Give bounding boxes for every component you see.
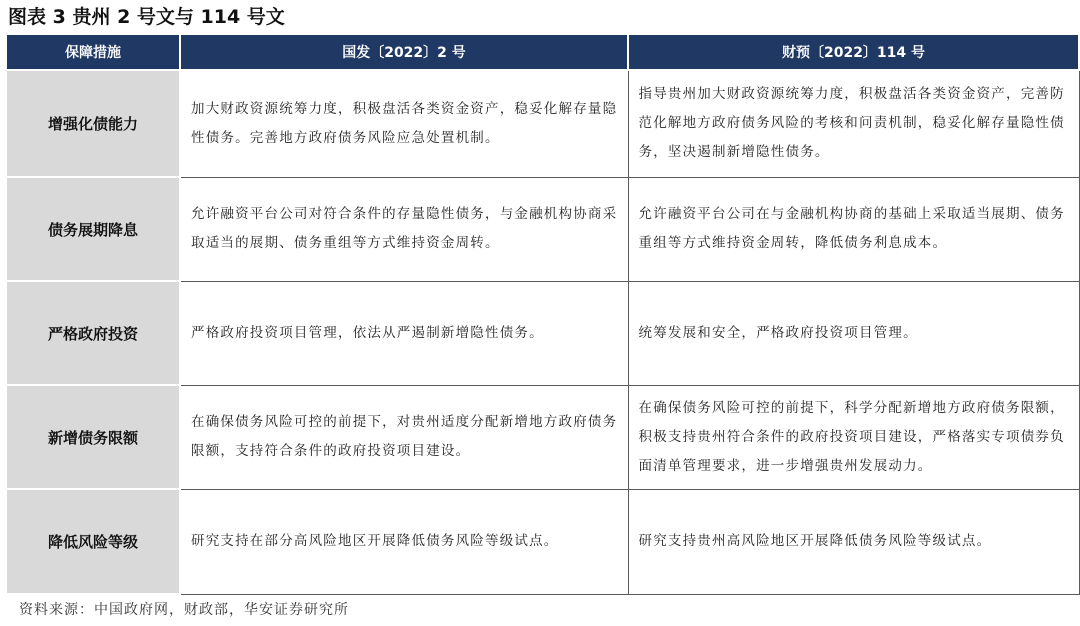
table-row [6,281,1079,385]
caiyu-cell: 指导贵州加大财政资源统筹力度，积极盘活各类资金资产，完善防范化解地方政府债务风险的考核和问责机制，稳妥化解存量隐性债务，坚决遏制新增隐性债务。 [628,70,1079,177]
guofa-cell: 严格政府投资项目管理，依法从严遏制新增隐性债务。 [180,281,628,385]
measure-cell: 严格政府投资 [6,281,180,385]
measure-cell: 增强化债能力 [6,70,180,177]
caiyu-cell: 允许融资平台公司在与金融机构协商的基础上采取适当展期、债务重组等方式维持资金周转，降低债务利息成本。 [628,177,1079,281]
table-row [6,70,1079,177]
header-measure: 保障措施 [6,34,180,70]
measure-cell: 新增债务限额 [6,385,180,489]
policy-comparison-table [5,33,1080,595]
guofa-cell: 研究支持在部分高风险地区开展降低债务风险等级试点。 [180,489,628,594]
table-row [6,489,1079,594]
table-row [6,385,1079,489]
guofa-cell: 允许融资平台公司对符合条件的存量隐性债务，与金融机构协商采取适当的展期、债务重组等方式维持资金周转。 [180,177,628,281]
guofa-cell: 加大财政资源统筹力度，积极盘活各类资金资产，稳妥化解存量隐性债务。完善地方政府债务风险应急处置机制。 [180,70,628,177]
measure-cell: 债务展期降息 [6,177,180,281]
table-row [6,177,1079,281]
figure-title: 图表 3 贵州 2 号文与 114 号文 [8,6,285,28]
header-guofa: 国发〔2022〕2 号 [180,34,628,70]
caiyu-cell: 研究支持贵州高风险地区开展降低债务风险等级试点。 [628,489,1079,594]
caiyu-cell: 在确保债务风险可控的前提下，科学分配新增地方政府债务限额，积极支持贵州符合条件的政府投资项目建设，严格落实专项债券负面清单管理要求，进一步增强贵州发展动力。 [628,385,1079,489]
source-note: 资料来源：中国政府网，财政部，华安证券研究所 [19,602,349,618]
table-header-row [6,34,1079,70]
caiyu-cell: 统筹发展和安全，严格政府投资项目管理。 [628,281,1079,385]
measure-cell: 降低风险等级 [6,489,180,594]
guofa-cell: 在确保债务风险可控的前提下，对贵州适度分配新增地方政府债务限额，支持符合条件的政府投资项目建设。 [180,385,628,489]
header-caiyu: 财预〔2022〕114 号 [628,34,1079,70]
